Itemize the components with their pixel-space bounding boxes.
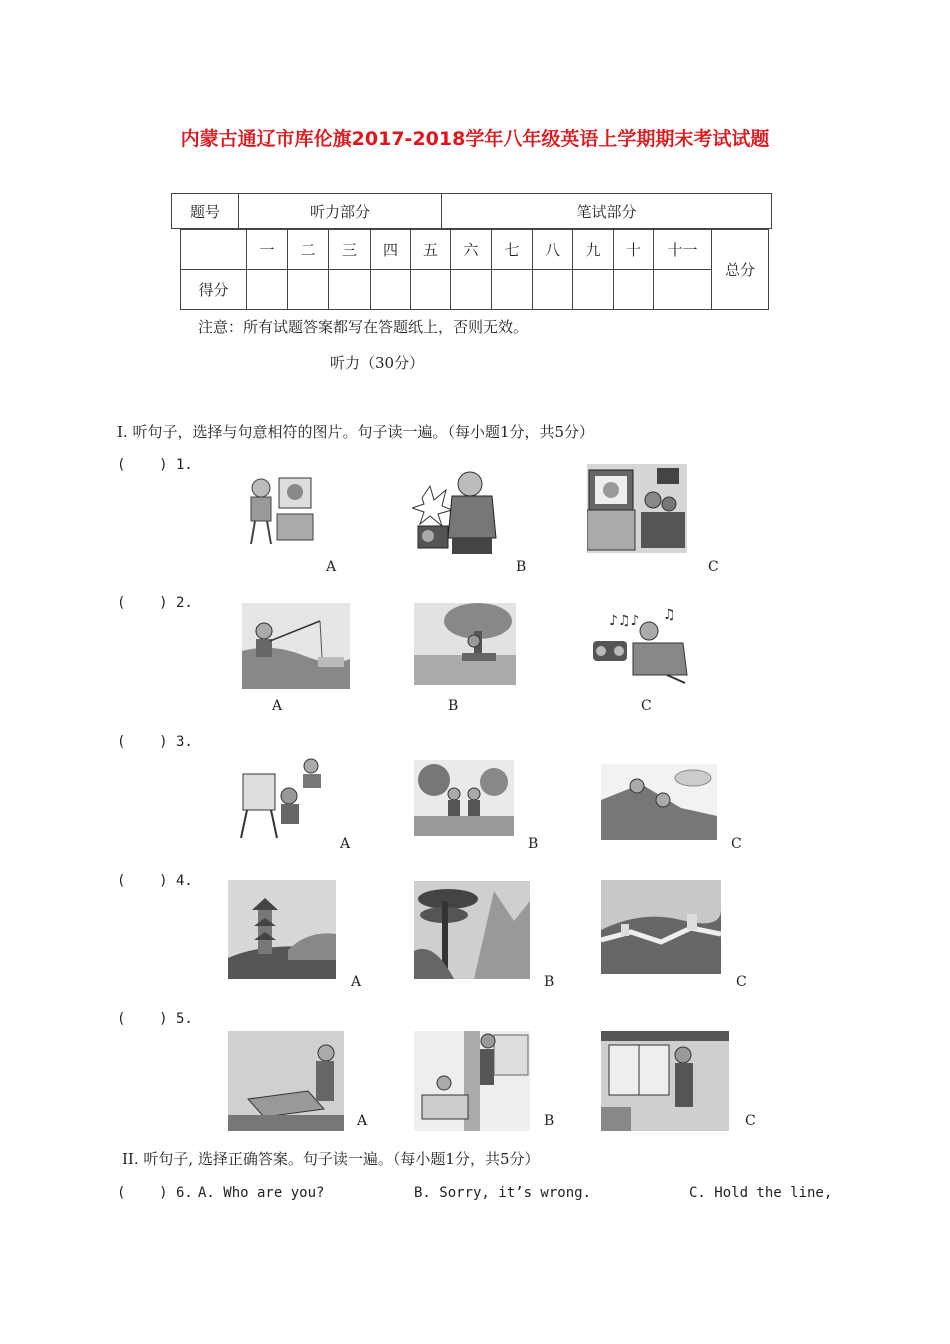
- table-score-cell: [532, 269, 573, 310]
- q1-picture-b: [412, 468, 498, 556]
- table-score-cell: [328, 269, 371, 310]
- q5-picture-c: [601, 1031, 729, 1131]
- q5-label-b: B: [544, 1113, 555, 1129]
- q6-option-a: A. Who are you?: [198, 1185, 325, 1201]
- q1-label-a: A: [326, 559, 337, 575]
- table-col-10: 十: [613, 229, 654, 270]
- table-col-1: 一: [246, 229, 288, 270]
- q4-label-a: A: [351, 974, 362, 990]
- table-score-label: 得分: [180, 269, 247, 310]
- table-score-cell: [370, 269, 411, 310]
- table-col-9: 九: [572, 229, 614, 270]
- q2-picture-a: [242, 603, 350, 689]
- q3-picture-b: [414, 760, 514, 836]
- table-score-cell: [491, 269, 533, 310]
- q4-label-c: C: [736, 974, 747, 990]
- q5-label-a: A: [357, 1113, 368, 1129]
- q3-picture-a: [239, 756, 325, 840]
- table-score-cell: [653, 269, 712, 310]
- q5-picture-b: [414, 1031, 530, 1131]
- notice-text: 注意：所有试题答案都写在答题纸上，否则无效。: [198, 318, 529, 336]
- document-title: 内蒙古通辽市库伦旗2017-2018学年八年级英语上学期期末考试试题: [180, 128, 770, 150]
- table-col-3: 三: [328, 229, 371, 270]
- q3-label-a: A: [340, 836, 351, 852]
- question-2-number: ( ) 2.: [117, 595, 193, 611]
- q3-label-c: C: [731, 836, 742, 852]
- table-col-2: 二: [287, 229, 329, 270]
- section-1-instructions: I. 听句子，选择与句意相符的图片。句子读一遍。（每小题1分，共5分）: [117, 423, 595, 441]
- table-score-cell: [572, 269, 614, 310]
- table-col-11: 十一: [653, 229, 712, 270]
- table-header-listening: 听力部分: [238, 193, 442, 229]
- q1-picture-c: [587, 464, 687, 553]
- svg-text:♪♫♪: ♪♫♪: [609, 613, 640, 629]
- table-col-5: 五: [410, 229, 451, 270]
- table-header-written: 笔试部分: [441, 193, 772, 229]
- listening-header: 听力（30分）: [330, 354, 425, 372]
- q4-picture-c: [601, 880, 721, 974]
- table-col-8: 八: [532, 229, 573, 270]
- table-score-cell: [246, 269, 288, 310]
- question-1-number: ( ) 1.: [117, 457, 193, 473]
- table-score-cell: [287, 269, 329, 310]
- q2-picture-c: [587, 605, 693, 685]
- q3-label-b: B: [528, 836, 539, 852]
- question-5-number: ( ) 5.: [117, 1011, 193, 1027]
- table-score-cell: [410, 269, 451, 310]
- q2-label-a: A: [272, 698, 283, 714]
- q4-picture-b: [414, 881, 530, 979]
- q1-label-c: C: [708, 559, 719, 575]
- table-col-4: 四: [370, 229, 411, 270]
- table-col-7: 七: [491, 229, 533, 270]
- q6-option-c: C. Hold the line,: [689, 1185, 833, 1201]
- q1-label-b: B: [516, 559, 527, 575]
- svg-text:♫: ♫: [663, 607, 676, 623]
- table-col-6: 六: [450, 229, 492, 270]
- q1-picture-a: [243, 466, 317, 548]
- table-total: 总分: [711, 229, 769, 310]
- question-6-number: ( ) 6.: [117, 1185, 193, 1201]
- q2-label-c: C: [641, 698, 652, 714]
- table-score-cell: [450, 269, 492, 310]
- q3-picture-c: [601, 764, 717, 840]
- q5-picture-a: [228, 1031, 344, 1131]
- q2-picture-b: [414, 603, 516, 685]
- table-score-cell: [613, 269, 654, 310]
- q5-label-c: C: [745, 1113, 756, 1129]
- table-blank-cell: [180, 229, 247, 270]
- q4-label-b: B: [544, 974, 555, 990]
- q6-option-b: B. Sorry, it’s wrong.: [414, 1185, 592, 1201]
- question-3-number: ( ) 3.: [117, 734, 193, 750]
- section-2-instructions: II. 听句子, 选择正确答案。句子读一遍。（每小题1分，共5分）: [122, 1150, 540, 1168]
- q4-picture-a: [228, 880, 336, 979]
- table-header-tihao: 题号: [171, 193, 239, 229]
- question-4-number: ( ) 4.: [117, 873, 193, 889]
- q2-label-b: B: [448, 698, 459, 714]
